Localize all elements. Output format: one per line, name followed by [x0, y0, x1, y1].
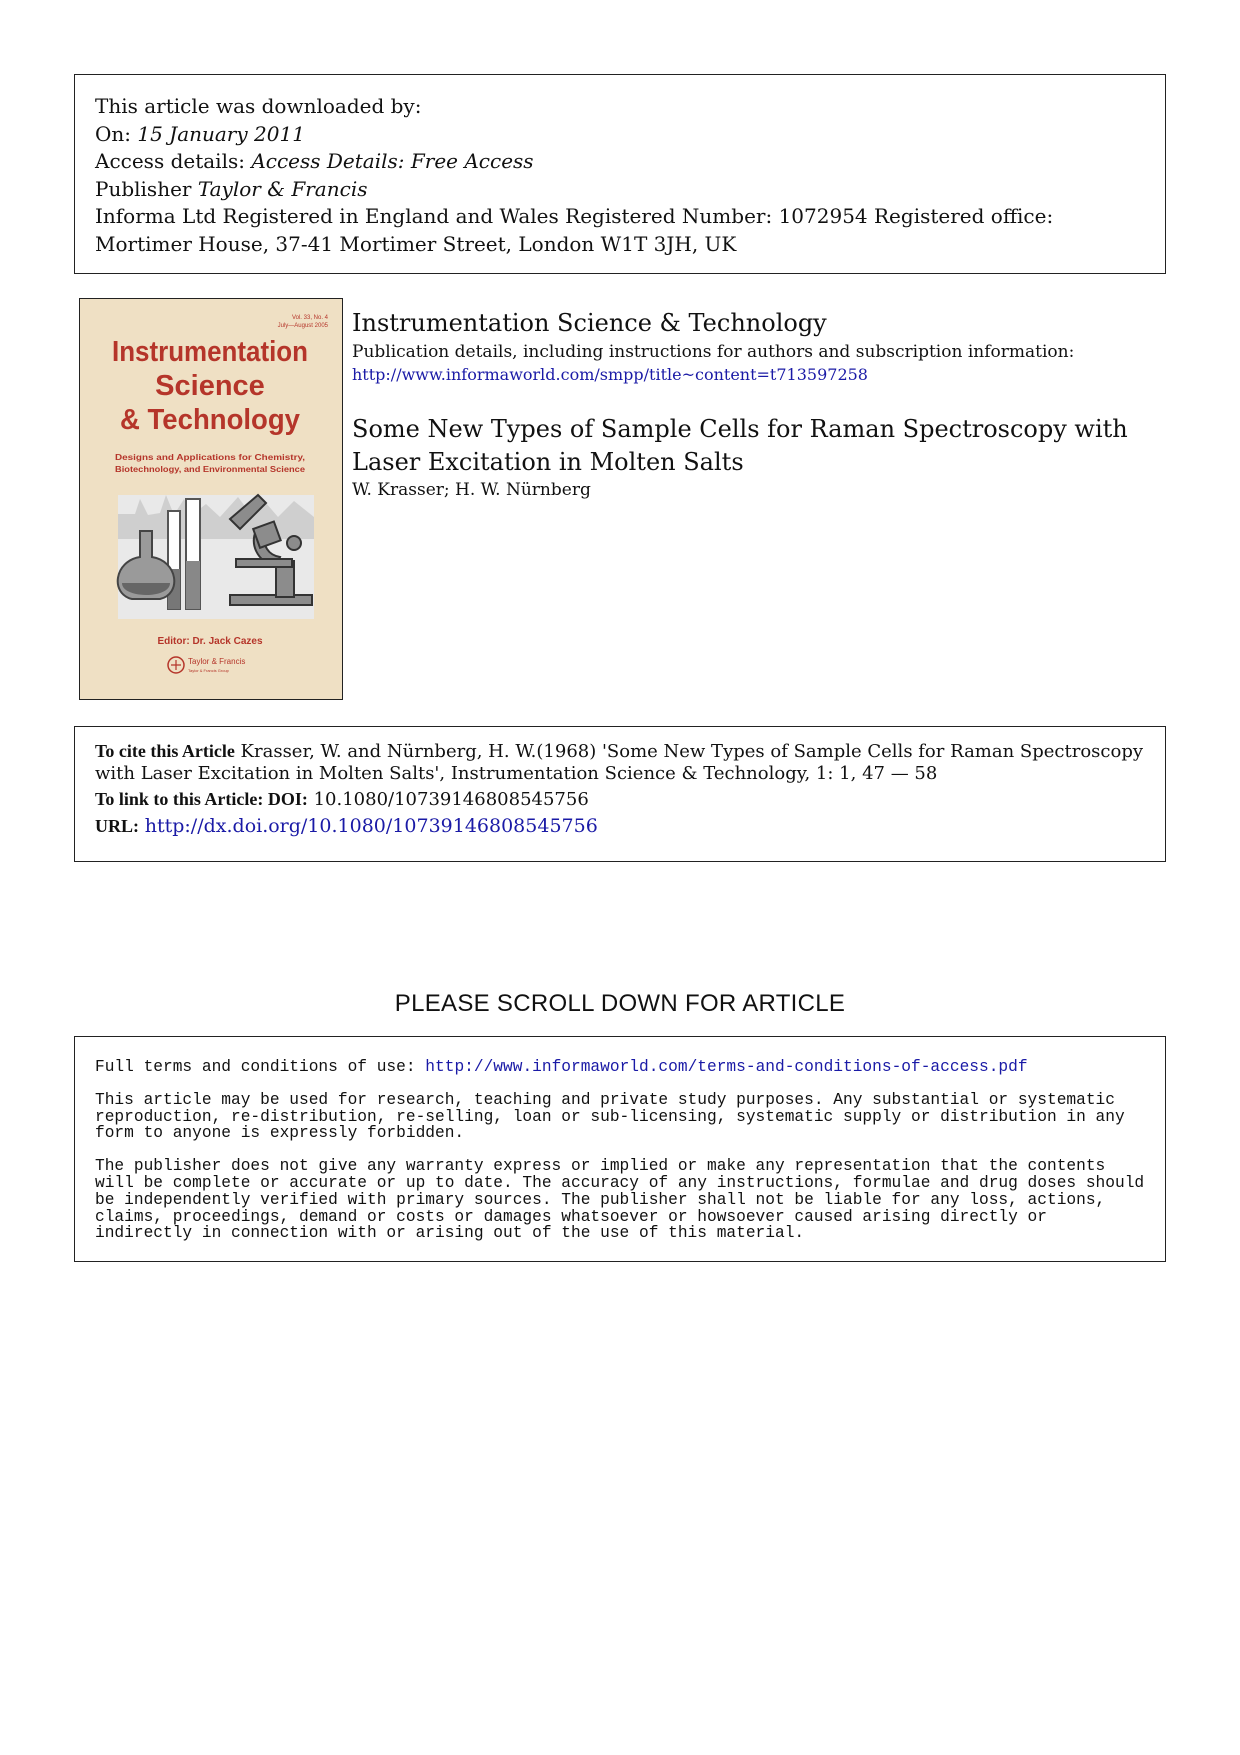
cover-date: July—August 2005 — [277, 323, 328, 329]
terms-url-row — [95, 1059, 1145, 1076]
publisher-logo-mark-icon — [171, 660, 181, 670]
terms-label: Full terms and conditions of use: — [95, 1058, 416, 1076]
cover-illustration — [80, 299, 341, 698]
download-date-line — [95, 121, 1145, 149]
cite-row — [95, 741, 1145, 784]
journal-url-link[interactable]: http://www.informaworld.com/smpp/title~content=t713597258 — [352, 365, 868, 384]
scroll-down-notice: PLEASE SCROLL DOWN FOR ARTICLE — [394, 990, 846, 1017]
article-title: Some New Types of Sample Cells for Raman Spectroscopy with Laser Excitation in Molten Salts — [352, 415, 1128, 476]
journal-title: Instrumentation Science & Technology — [352, 309, 827, 337]
url-label: URL: — [95, 815, 139, 836]
cover-publisher-logo: Taylor & Francis — [188, 657, 246, 666]
terms-paragraph-2: The publisher does not give any warranty express or implied or make any representation that the contents will be complete or accurate or up to date. The accuracy of any instructions, formulae and drug doses should be independently verified with primary sources. The publisher shall not be liable for any loss, actions, claims, proceedings, demand or costs or damages whatsoever or howsoever caused arising directly or indirectly in connection with or arising out of the use of this material. — [95, 1157, 1145, 1243]
downloaded-by-line: This article was downloaded by: — [95, 94, 422, 118]
cover-publisher-group: Taylor & Francis Group — [188, 668, 229, 673]
access-label: Access details: — [95, 149, 245, 173]
cover-title-line2: Science — [155, 370, 265, 402]
cover-volume: Vol. 33, No. 4 — [291, 315, 328, 321]
doi-row — [95, 789, 1145, 811]
cover-editor: Editor: Dr. Jack Cazes — [157, 636, 263, 647]
access-details-line — [95, 148, 1145, 176]
article-authors: W. Krasser; H. W. Nürnberg — [352, 480, 591, 500]
publisher-value: Taylor & Francis — [197, 176, 368, 201]
doi-value: 10.1080/10739146808545756 — [313, 789, 589, 810]
cover-subtitle-line1: Designs and Applications for Chemistry, — [115, 452, 305, 462]
on-label: On: — [95, 121, 132, 146]
cover-subtitle-line2: Biotechnology, and Environmental Science — [115, 464, 306, 474]
doi-url-link[interactable]: http://dx.doi.org/10.1080/10739146808545756 — [144, 814, 598, 837]
doi-label: To link to this Article: DOI: — [95, 789, 308, 809]
publisher-label: Publisher — [95, 176, 192, 201]
lab-equipment-illustration — [118, 495, 314, 619]
cover-title-line1: Instrumentation — [112, 336, 308, 368]
journal-info — [352, 305, 1152, 501]
registration-info: Informa Ltd Registered in England and Wales Registered Number: 1072954 Registered office: Mortimer House, 37-41 Mortimer Street, London W1T 3JH, UK — [95, 204, 1054, 256]
cite-text: Krasser, W. and Nürnberg, H. W.(1968) 'Some New Types of Sample Cells for Raman Spectroscopy with Laser Excitation in Molten Salts', Instrumentation Science & Technology, 1: 1, 47 — 58 — [95, 741, 1144, 784]
terms-paragraph-1: This article may be used for research, teaching and private study purposes. Any substantial or systematic reproduction, re-distribution, re-selling, loan or sub-licensing, systematic supply or distribution in any form to anyone is expressly forbidden. — [95, 1090, 1125, 1143]
citation-box — [74, 726, 1166, 862]
cite-label: To cite this Article — [95, 741, 235, 761]
terms-box — [74, 1036, 1166, 1262]
cover-title-line3: & Technology — [120, 404, 300, 436]
publication-details: Publication details, including instructions for authors and subscription information: — [352, 342, 1075, 362]
url-row — [95, 816, 1145, 838]
terms-url-link[interactable]: http://www.informaworld.com/terms-and-conditions-of-access.pdf — [425, 1058, 1028, 1076]
access-value: Access Details: Free Access — [251, 149, 534, 173]
journal-cover-image — [79, 298, 343, 700]
publisher-line — [95, 176, 1145, 204]
download-info-box — [74, 74, 1166, 274]
download-date: 15 January 2011 — [137, 121, 305, 146]
